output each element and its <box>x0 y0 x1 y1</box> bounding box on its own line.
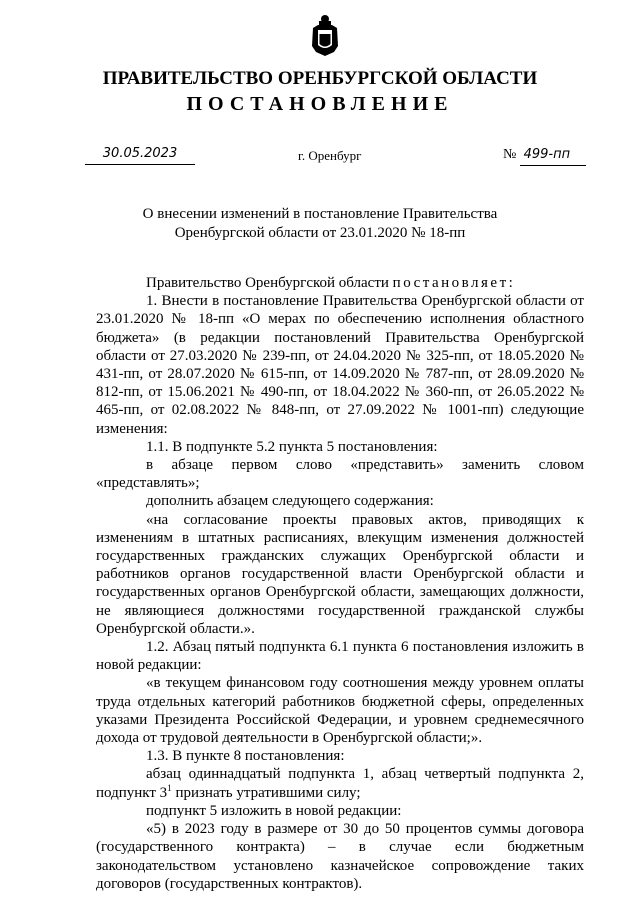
superscript: 1 <box>167 782 172 793</box>
organization-title: ПРАВИТЕЛЬСТВО ОРЕНБУРГСКОЙ ОБЛАСТИ <box>102 68 538 89</box>
subject-line-1: О внесении изменений в постановление Правительства <box>142 206 498 222</box>
paragraph-1-3-a-tail: признать утратившими силу; <box>171 784 361 801</box>
subject-line-2: Оренбургской области от 23.01.2020 № 18-пп <box>174 225 466 241</box>
intro-decree-word: постановляет <box>392 275 509 291</box>
document-date: 30.05.2023 <box>85 146 195 165</box>
document-type: ПОСТАНОВЛЕНИЕ <box>186 93 454 115</box>
paragraph-1-1-c: «на согласование проекты правовых актов, приводящих к изменениям в штатных расписаниях, влекущим изменения должностей государственных гражданских служащих Оренбургской области и работников органов государственной власти Оренбургской области и государственных органов Оренбургской области, замещающих должности, не являющиеся должностями государственной гражданской службы Оренбургской области.». <box>96 511 584 637</box>
document-body <box>96 274 584 893</box>
intro-text: Правительство Оренбургской области <box>146 275 393 291</box>
paragraph-1: 1. Внести в постановление Правительства Оренбургской области от 23.01.2020 № 18-пп «О мерах по обеспечению исполнения областного бюджета» (в редакции постановлений Правительства Оренбургской области от 27.03.2020 № 239-пп, от 24.04.2020 № 325-пп, от 18.05.2020 № 431-пп, от 28.07.2020 № 615-пп, от 14.09.2020 № 787-пп, от 28.09.2020 № 812-пп, от 15.06.2021 № 490-пп, от 18.04.2022 № 360-пп, от 26.05.2022 № 465-пп, от 02.08.2022 № 848-пп, от 27.09.2022 № 1001-пп) следующие изменения: <box>96 293 584 437</box>
document-meta <box>0 146 640 170</box>
document-city: г. Оренбург <box>298 148 362 163</box>
paragraph-1-3-b: подпункт 5 изложить в новой редакции: <box>146 802 402 819</box>
paragraph-1-1-a: в абзаце первом слово «представить» заменить словом «представлять»; <box>96 457 584 492</box>
paragraph-1-1: 1.1. В подпункте 5.2 пункта 5 постановления: <box>146 438 438 455</box>
number-sign: № <box>503 147 517 162</box>
document-number <box>503 146 586 166</box>
paragraph-1-3-a-text: абзац одиннадцатый подпункта 1, абзац четвертый подпункта 2, подпункт 3 <box>96 766 584 801</box>
intro-colon: : <box>508 275 513 291</box>
paragraph-1-3-c: «5) в 2023 году в размере от 30 до 50 процентов суммы договора (государственного контракта) – в случае если бюджетным законодательством установлено казначейское сопровождение таких договоров (государственных контрактов). <box>96 821 584 892</box>
paragraph-1-2-a: «в текущем финансовом году соотношения между уровнем оплаты труда отдельных категорий работников бюджетной сферы, определенных указами Президента Российской Федерации, и уровнем среднемесячного дохода от трудовой деятельности в Оренбургской области;». <box>96 675 584 747</box>
coat-of-arms-icon <box>310 14 340 58</box>
document-number-value: 499-пп <box>520 147 586 166</box>
paragraph-1-1-b: дополнить абзацем следующего содержания: <box>146 493 434 510</box>
document-subject <box>0 205 640 243</box>
intro-paragraph <box>96 274 584 292</box>
paragraph-1-3: 1.3. В пункте 8 постановления: <box>146 748 345 765</box>
paragraph-1-2: 1.2. Абзац пятый подпункта 6.1 пункта 6 постановления изложить в новой редакции: <box>96 639 584 674</box>
paragraph-1-3-a <box>96 765 584 801</box>
